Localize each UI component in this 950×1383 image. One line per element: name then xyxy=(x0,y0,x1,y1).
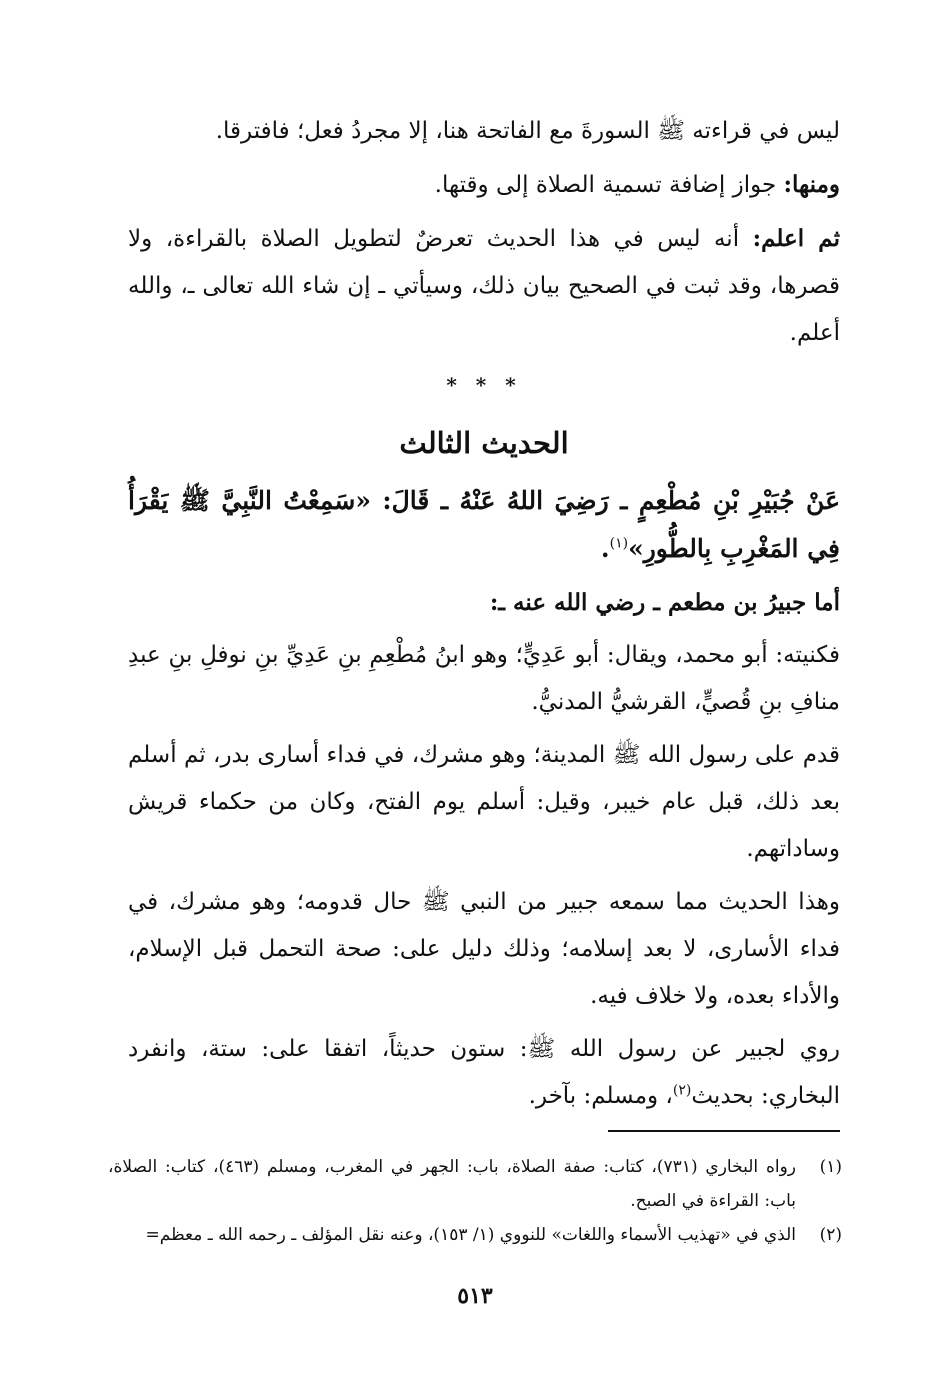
paragraph-3 xyxy=(128,215,840,357)
paragraph-6: قدم على رسول الله ﷺ المدينة؛ وهو مشرك، في فداء أسارى بدر، ثم أسلم بعد ذلك، قبل عام خيبر، وقيل: أسلم يوم الفتح، وكان من حكماء قريش وساداتهم. xyxy=(128,742,840,862)
hadith-title: الحديث الثالث xyxy=(399,426,569,460)
paragraph-5: فكنيته: أبو محمد، ويقال: أبو عَدِيٍّ؛ وهو ابنُ مُطْعِمِ بنِ عَدِيِّ بنِ نوفلِ بنِ عبدِ منافِ بنِ قُصيٍّ، القرشيُّ المدنيُّ. xyxy=(128,642,840,715)
section-separator: * * * xyxy=(446,373,522,397)
footnote-ref-2: (٢) xyxy=(672,1082,692,1099)
paragraph-1: ليس في قراءته ﷺ السورةَ مع الفاتحة هنا، إلا مجردُ فعل؛ فافترقا. xyxy=(215,118,840,144)
footnotes xyxy=(108,1150,842,1252)
paragraph-7: وهذا الحديث مما سمعه جبير من النبي ﷺ حال قدومه؛ وهو مشرك، في فداء الأسارى، لا بعد إسلامه؛ وذلك دليل على: صحة التحمل قبل الإسلام، والأداء بعده، ولا خلاف فيه. xyxy=(128,889,840,1009)
paragraph-4: أما جبيرُ بن مطعم ـ رضي الله عنه ـ: xyxy=(489,589,840,616)
hadith-matn-text: عَنْ جُبَيْرِ بْنِ مُطْعِمٍ ـ رَضِيَ اللهُ عَنْهُ ـ قَالَ: «سَمِعْتُ النَّبِيَّ ﷺ يَقْرَأُ فِي المَغْرِبِ بِالطُّورِ» xyxy=(128,486,840,563)
paragraph-3-lead: ثم اعلم: xyxy=(752,225,840,252)
hadith-matn-end: . xyxy=(600,534,610,563)
paragraph-8-text-a: روي لجبير عن رسول الله ﷺ: ستون حديثاً، اتفقا على: ستة، وانفرد البخاري: بحديث xyxy=(128,1036,840,1109)
paragraph-8-text-b: ، ومسلم: بآخر. xyxy=(528,1083,673,1109)
paragraph-3-text: أنه ليس في هذا الحديث تعرضٌ لتطويل الصلاة بالقراءة، ولا قصرها، وقد ثبت في الصحيح بيان ذلك، وسيأتي ـ إن شاء الله تعالى ـ، والله أعلم. xyxy=(128,226,840,346)
paragraph-2 xyxy=(128,161,840,209)
footnote-1-number: (١) xyxy=(819,1157,842,1177)
footnote-2 xyxy=(108,1218,842,1252)
footnote-1 xyxy=(108,1150,842,1218)
paragraph-2-lead: ومنها: xyxy=(783,171,840,198)
footnote-ref-1: (١) xyxy=(609,535,629,552)
page-number: ٥١٣ xyxy=(457,1283,493,1309)
footnote-2-number: (٢) xyxy=(819,1225,842,1245)
footnote-2-text: الذي في «تهذيب الأسماء واللغات» للنووي (١/ ١٥٣)، وعنه نقل المؤلف ـ رحمه الله ـ معظم= xyxy=(145,1225,796,1245)
hadith-matn xyxy=(128,477,840,573)
main-text xyxy=(128,108,840,1120)
paragraph-2-text: جواز إضافة تسمية الصلاة إلى وقتها. xyxy=(434,172,784,198)
paragraph-8 xyxy=(128,1026,840,1120)
footnote-divider xyxy=(608,1130,840,1132)
footnote-1-text: رواه البخاري (٧٣١)، كتاب: صفة الصلاة، باب: الجهر في المغرب، ومسلم (٤٦٣)، كتاب: الصلاة، باب: القراءة في الصبح. xyxy=(108,1157,796,1211)
